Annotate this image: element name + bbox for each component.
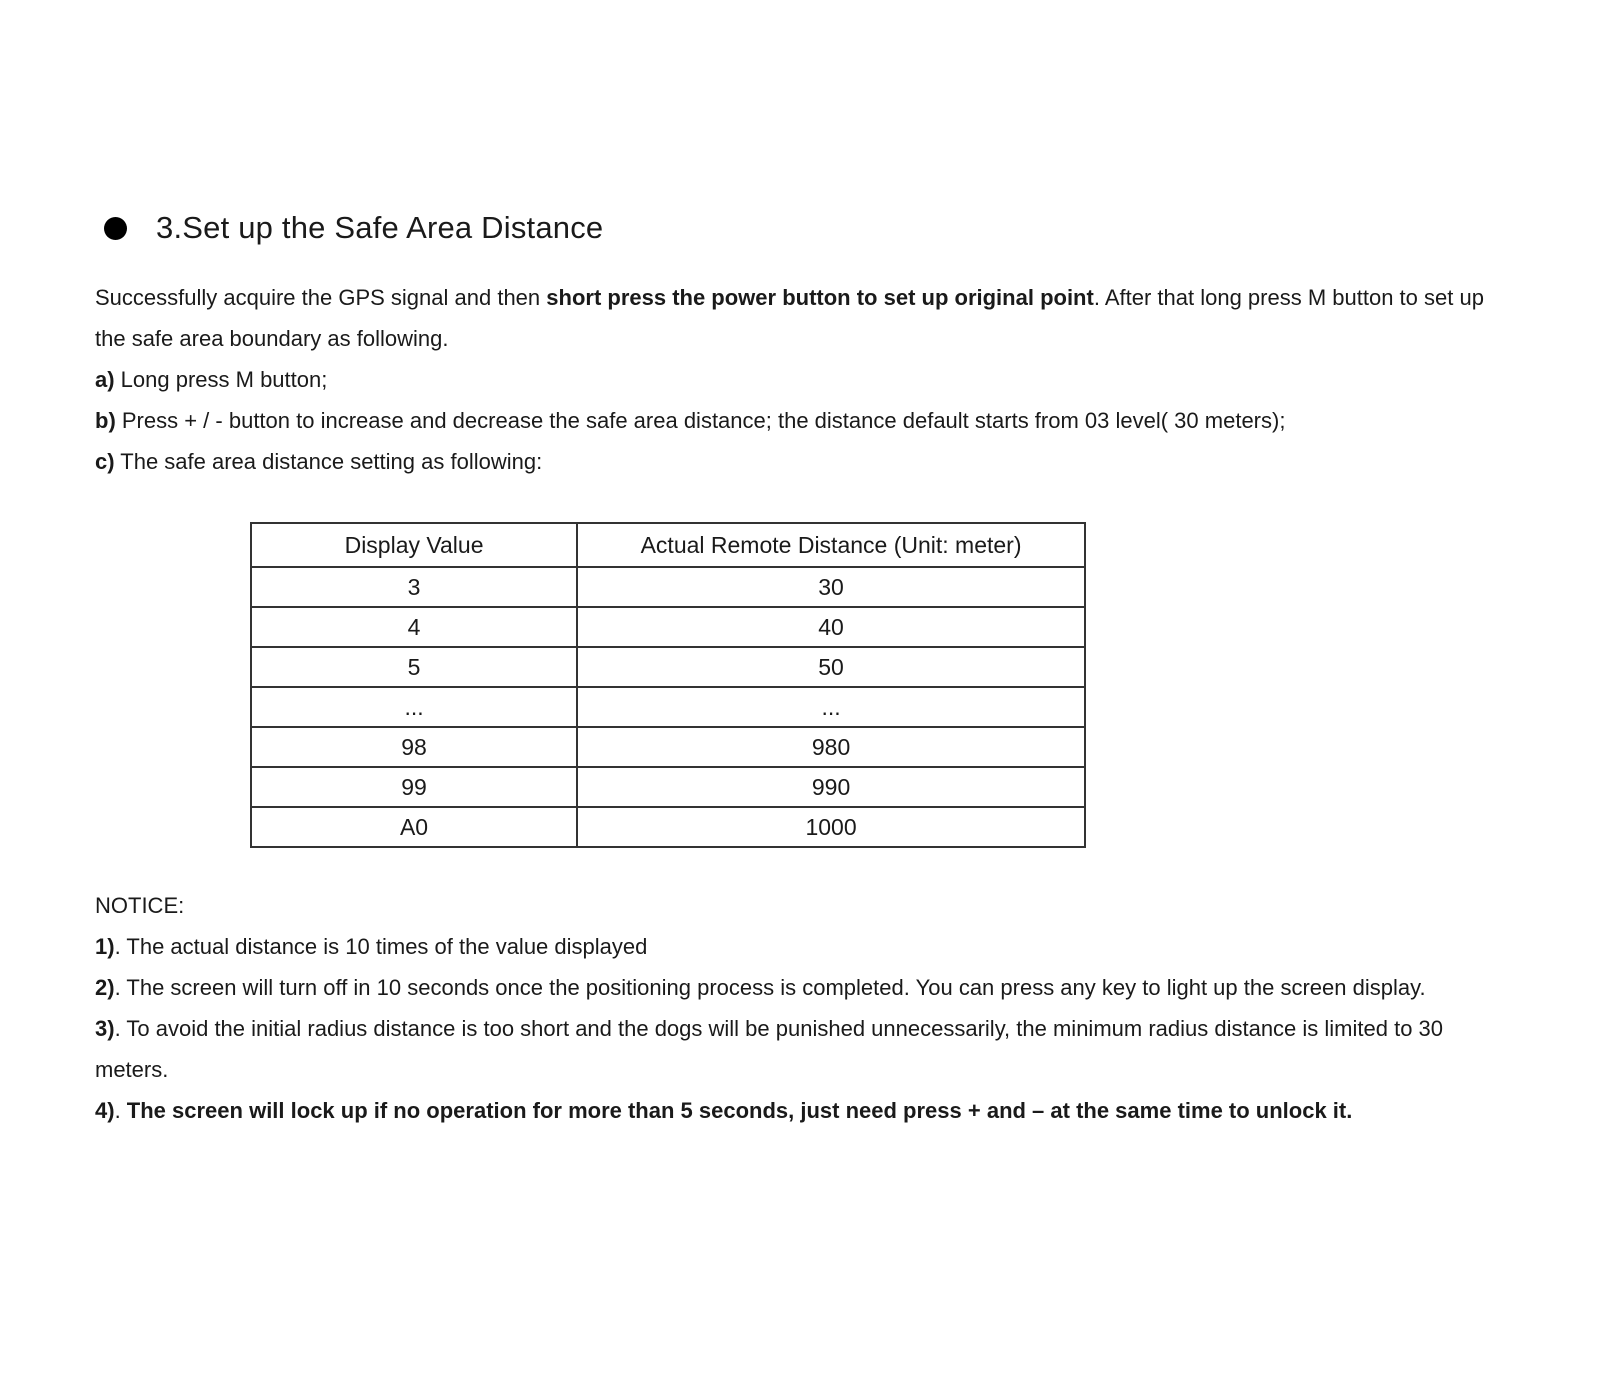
notice-item-2 [95, 967, 1505, 1008]
intro-text-1: Successfully acquire the GPS signal and then [95, 285, 547, 310]
table-row [251, 687, 1085, 727]
notice-item-4 [95, 1090, 1505, 1131]
step-a-label: a) [95, 367, 115, 392]
table-row [251, 727, 1085, 767]
notice-item-3 [95, 1008, 1505, 1090]
step-b-text: Press + / - button to increase and decrease the safe area distance; the distance default starts from 03 level( 30 meters); [115, 408, 1286, 433]
notice-item-3-label: 3) [95, 1016, 115, 1041]
cell-display-value: 4 [251, 607, 577, 647]
step-b-label: b) [95, 408, 116, 433]
cell-actual-distance: 990 [577, 767, 1085, 807]
notice-item-1-label: 1) [95, 934, 115, 959]
intro-and-steps [95, 277, 1505, 482]
notice-item-1-text: . The actual distance is 10 times of the value displayed [114, 934, 648, 959]
notice-item-4-sep: . [114, 1098, 127, 1123]
step-a [95, 359, 1505, 400]
section-title: 3.Set up the Safe Area Distance [156, 210, 604, 245]
step-c [95, 441, 1505, 482]
bullet-icon [104, 217, 127, 240]
step-c-label: c) [95, 449, 115, 474]
notice-item-2-label: 2) [95, 975, 115, 1000]
cell-display-value: 5 [251, 647, 577, 687]
notice-item-2-text: . The screen will turn off in 10 seconds once the positioning process is completed. You can press any key to light up the screen display. [114, 975, 1426, 1000]
cell-actual-distance: 1000 [577, 807, 1085, 847]
cell-actual-distance: 980 [577, 727, 1085, 767]
notice-item-1 [95, 926, 1505, 967]
notice-title: NOTICE: [95, 893, 185, 918]
col-header-display-value: Display Value [251, 523, 577, 567]
col-header-actual-distance: Actual Remote Distance (Unit: meter) [577, 523, 1085, 567]
cell-actual-distance: 30 [577, 567, 1085, 607]
intro-text-2: . After that long press M button to set up the safe area boundary as following. [95, 285, 1484, 351]
step-c-text: The safe area distance setting as following: [114, 449, 543, 474]
section-heading [95, 206, 1505, 250]
notice-section [95, 885, 1505, 1131]
table-row [251, 567, 1085, 607]
notice-item-4-label: 4) [95, 1098, 115, 1123]
cell-display-value: 99 [251, 767, 577, 807]
step-b [95, 400, 1505, 441]
table-header-row [251, 523, 1085, 567]
page-content [0, 206, 1600, 1131]
distance-table-container [250, 522, 1505, 848]
cell-display-value: ... [251, 687, 577, 727]
cell-display-value: 3 [251, 567, 577, 607]
table-row [251, 607, 1085, 647]
cell-actual-distance: ... [577, 687, 1085, 727]
notice-item-3-text: . To avoid the initial radius distance is too short and the dogs will be punished unnecessarily, the minimum radius distance is limited to 30 meters. [95, 1016, 1444, 1082]
cell-actual-distance: 50 [577, 647, 1085, 687]
cell-display-value: 98 [251, 727, 577, 767]
distance-table [250, 522, 1086, 848]
notice-item-4-bold-text: The screen will lock up if no operation for more than 5 seconds, just need press + and – at the same time to unlock it. [126, 1098, 1353, 1123]
cell-display-value: A0 [251, 807, 577, 847]
table-row [251, 767, 1085, 807]
table-row [251, 647, 1085, 687]
table-row [251, 807, 1085, 847]
intro-paragraph [95, 277, 1505, 359]
step-a-text: Long press M button; [114, 367, 328, 392]
cell-actual-distance: 40 [577, 607, 1085, 647]
intro-bold-text: short press the power button to set up original point [546, 285, 1094, 310]
